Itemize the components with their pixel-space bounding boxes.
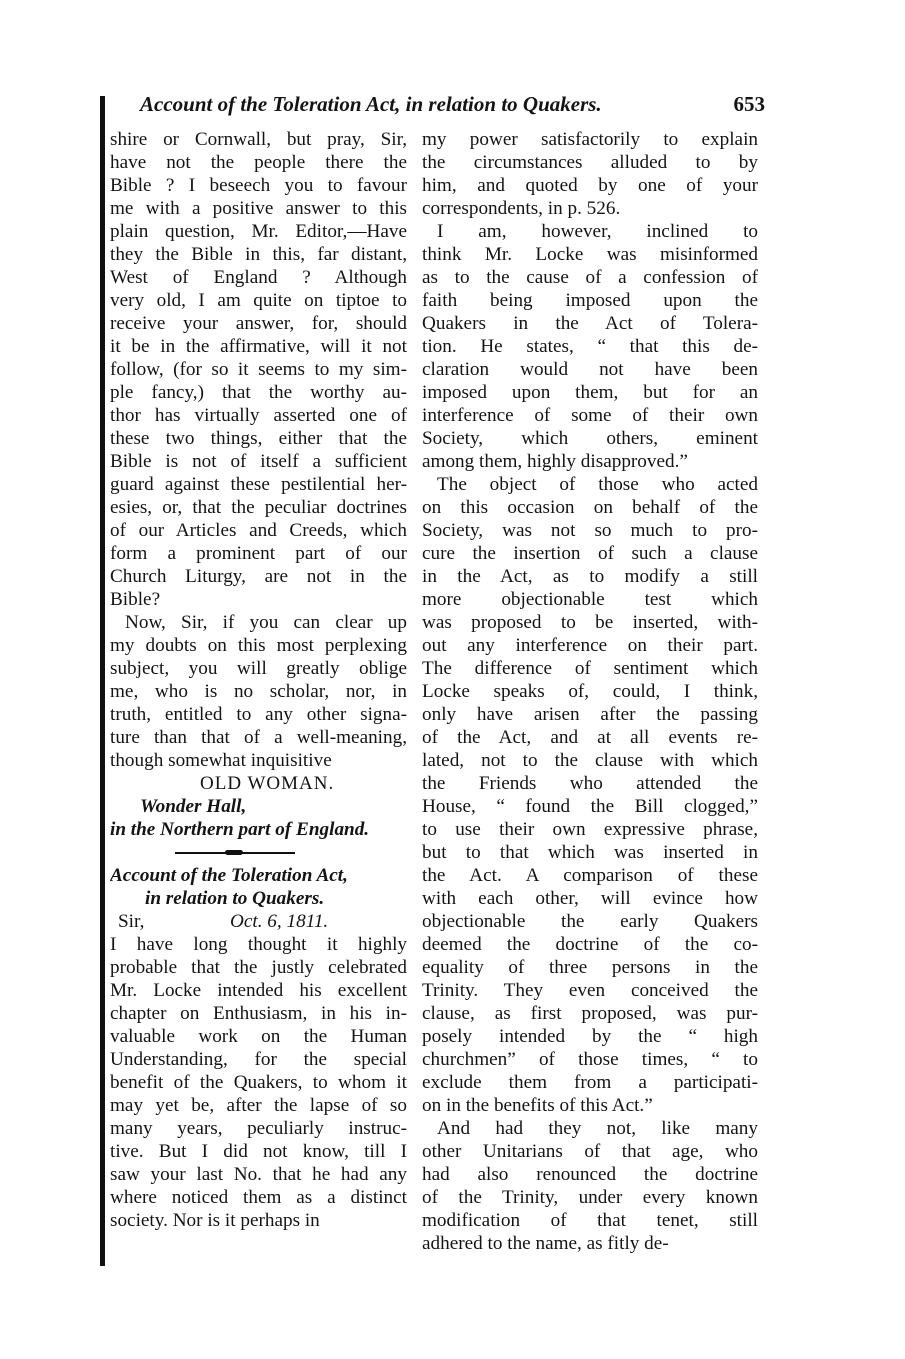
text-line: cure the insertion of such a clause	[422, 543, 758, 564]
text-line: of the Act, and at all events re-	[422, 727, 758, 748]
text-line: only have arisen after the passing	[422, 704, 758, 725]
text-line: have not the people there the	[110, 152, 407, 173]
text-line: my power satisfactorily to explain	[422, 129, 758, 150]
text-line: The object of those who acted	[437, 474, 758, 495]
text-line: Bible is not of itself a sufficient	[110, 451, 407, 472]
text-line: modification of that tenet, still	[422, 1210, 758, 1231]
text-line: Bible?	[110, 589, 161, 610]
text-line: I have long thought it highly	[110, 934, 407, 955]
text-line: tive. But I did not know, till I	[110, 1141, 407, 1162]
paragraph-4	[422, 1117, 758, 1255]
text-line: esies, or, that the peculiar doctrines	[110, 497, 407, 518]
text-line: The difference of sentiment which	[422, 658, 758, 679]
text-line: ple fancy,) that the worthy au-	[110, 382, 407, 403]
text-line: but to that which was inserted in	[422, 842, 758, 863]
text-line: of the Trinity, under every known	[422, 1187, 758, 1208]
text-line: me, who is no scholar, nor, in	[110, 681, 407, 702]
text-line: of our Articles and Creeds, which	[110, 520, 407, 541]
text-line: on this occasion on behalf of the	[422, 497, 758, 518]
text-line: saw your last No. that he had any	[110, 1164, 407, 1185]
text-line: to use their own expressive phrase,	[422, 819, 758, 840]
text-line: the Act. A comparison of these	[422, 865, 758, 886]
letter-closing	[110, 611, 407, 772]
text-line: other Unitarians of that age, who	[422, 1141, 758, 1162]
text-line: plain question, Mr. Editor,—Have	[110, 221, 407, 242]
text-line: very old, I am quite on tiptoe to	[110, 290, 407, 311]
text-line: exclude them from a participati-	[422, 1072, 758, 1093]
text-line: truth, entitled to any other signa-	[110, 704, 407, 725]
text-line: with each other, will evince how	[422, 888, 758, 909]
page-edge-rule	[100, 96, 105, 1266]
text-line: probable that the justly celebrated	[110, 957, 407, 978]
right-column	[422, 128, 758, 1255]
text-line: form a prominent part of our	[110, 543, 407, 564]
text-line: Quakers in the Act of Tolera-	[422, 313, 758, 334]
text-line: these two things, either that the	[110, 428, 407, 449]
text-line: Bible ? I beseech you to favour	[110, 175, 407, 196]
letter-date: Oct. 6, 1811.	[230, 911, 329, 932]
text-line: claration would not have been	[422, 359, 758, 380]
signature: OLD WOMAN.	[200, 773, 335, 794]
text-line: me with a positive answer to this	[110, 198, 407, 219]
text-line: interference of some of their own	[422, 405, 758, 426]
text-line: imposed upon them, but for an	[422, 382, 758, 403]
text-line: adhered to the name, as fitly de-	[422, 1233, 669, 1254]
text-line: guard against these pestilential her-	[110, 474, 407, 495]
text-line: deemed the doctrine of the co-	[422, 934, 758, 955]
text-line: I am, however, inclined to	[437, 221, 758, 242]
text-line: And had they not, like many	[437, 1118, 758, 1139]
text-line: shire or Cornwall, but pray, Sir,	[110, 129, 407, 150]
signature-place-2: in the Northern part of England.	[110, 819, 370, 840]
text-line: follow, (for so it seems to my sim-	[110, 359, 407, 380]
text-line: was proposed to be inserted, with-	[422, 612, 758, 633]
text-line: Understanding, for the special	[110, 1049, 407, 1070]
text-line: tion. He states, “ that this de-	[422, 336, 758, 357]
text-line: valuable work on the Human	[110, 1026, 407, 1047]
article-heading-line-2: in relation to Quakers.	[145, 888, 325, 909]
text-line: they the Bible in this, far distant,	[110, 244, 407, 265]
paragraph-3	[422, 473, 758, 1117]
text-line: Mr. Locke intended his excellent	[110, 980, 407, 1001]
paragraph-2	[422, 220, 758, 473]
text-line: ture than that of a well-meaning,	[110, 727, 407, 748]
text-line: Locke speaks of, could, I think,	[422, 681, 758, 702]
text-line: Society, was not so much to pro-	[422, 520, 758, 541]
text-line: posely intended by the “ high	[422, 1026, 758, 1047]
text-line: it be in the affirmative, will it not	[110, 336, 407, 357]
text-line: though somewhat inquisitive	[110, 750, 332, 771]
text-line: subject, you will greatly oblige	[110, 658, 407, 679]
text-line: churchmen” of those times, “ to	[422, 1049, 758, 1070]
text-line: where noticed them as a distinct	[110, 1187, 407, 1208]
section-divider	[110, 841, 407, 864]
text-line: society. Nor is it perhaps in	[110, 1210, 320, 1231]
text-line: chapter on Enthusiasm, in his in-	[110, 1003, 407, 1024]
text-line: correspondents, in p. 526.	[422, 198, 621, 219]
text-line: Now, Sir, if you can clear up	[125, 612, 407, 633]
text-line: equality of three persons in the	[422, 957, 758, 978]
text-line: faith being imposed upon the	[422, 290, 758, 311]
text-line: Society, which others, eminent	[422, 428, 758, 449]
running-title: Account of the Toleration Act, in relation to Quakers.	[140, 92, 602, 116]
text-line: receive your answer, for, should	[110, 313, 407, 334]
text-line: him, and quoted by one of your	[422, 175, 758, 196]
text-line: lated, not to the clause with which	[422, 750, 758, 771]
text-line: among them, highly disapproved.”	[422, 451, 688, 472]
paragraph-1	[422, 128, 758, 220]
text-line: Trinity. They even conceived the	[422, 980, 758, 1001]
dateline	[110, 910, 407, 933]
text-line: out any interference on their part.	[422, 635, 758, 656]
text-line: the circumstances alluded to by	[422, 152, 758, 173]
text-line: thor has virtually asserted one of	[110, 405, 407, 426]
text-line: many years, peculiarly instruc-	[110, 1118, 407, 1139]
text-line: clause, as first proposed, was pur-	[422, 1003, 758, 1024]
text-line: West of England ? Although	[110, 267, 407, 288]
text-line: in the Act, as to modify a still	[422, 566, 758, 587]
left-column	[110, 128, 407, 1232]
text-line: may yet be, after the lapse of so	[110, 1095, 407, 1116]
article-body-start	[110, 933, 407, 1232]
text-line: as to the cause of a confession of	[422, 267, 758, 288]
text-line: the Friends who attended the	[422, 773, 758, 794]
text-line: more objectionable test which	[422, 589, 758, 610]
signature-place-1: Wonder Hall,	[140, 796, 247, 817]
text-line: House, “ found the Bill clogged,”	[422, 796, 758, 817]
text-line: think Mr. Locke was misinformed	[422, 244, 758, 265]
letter-body	[110, 128, 407, 611]
text-line: my doubts on this most perplexing	[110, 635, 407, 656]
text-line: had also renounced the doctrine	[422, 1164, 758, 1185]
text-line: on in the benefits of this Act.”	[422, 1095, 653, 1116]
text-line: benefit of the Quakers, to whom it	[110, 1072, 407, 1093]
salutation: Sir,	[118, 911, 145, 932]
text-line: objectionable the early Quakers	[422, 911, 758, 932]
text-line: Church Liturgy, are not in the	[110, 566, 407, 587]
page-number: 653	[733, 92, 765, 116]
article-heading-line-1: Account of the Toleration Act,	[110, 865, 348, 886]
